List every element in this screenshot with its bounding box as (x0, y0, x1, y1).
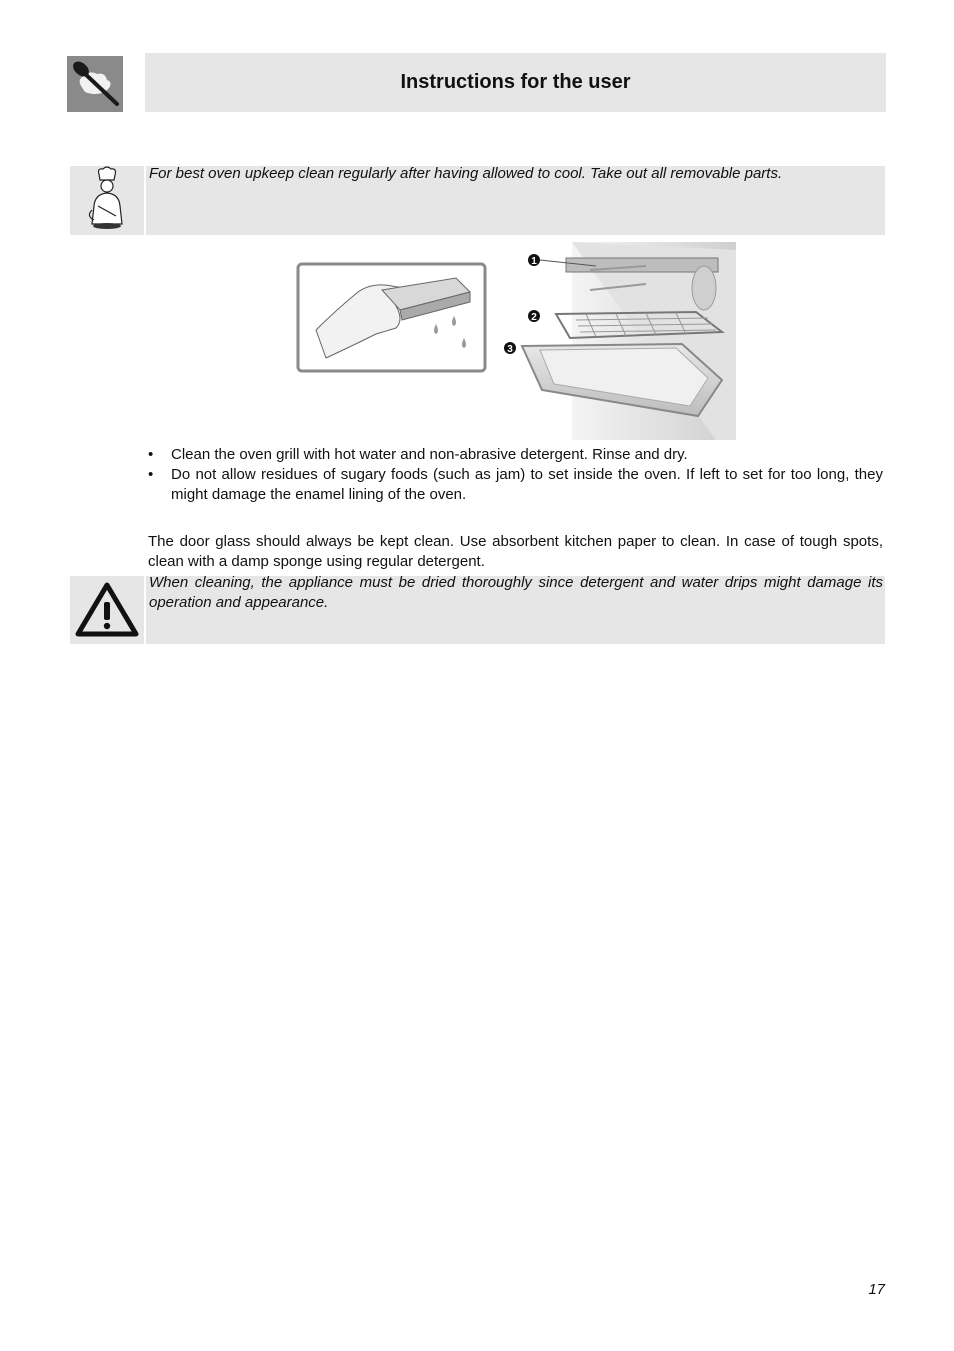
hand-wiping-sponge-icon (298, 264, 485, 371)
page-title: Instructions for the user (400, 71, 631, 93)
cleaning-figure (296, 240, 738, 442)
svg-text:2: 2 (531, 312, 537, 323)
list-item (148, 445, 883, 465)
oven-interior-icon (522, 242, 736, 440)
bullet-text: Do not allow residues of sugary foods (such as jam) to set inside the oven. If left to set for too long, they might damage the enamel lining of the oven. (171, 466, 883, 503)
warning-icon-cell (70, 576, 146, 644)
header-bar (145, 53, 886, 112)
cleaning-illustration (296, 240, 738, 442)
svg-text:1: 1 (531, 256, 537, 267)
cleaning-bullets (148, 445, 883, 505)
warning-box (70, 576, 885, 644)
tip-text: For best oven upkeep clean regularly after having allowed to cool. Take out all removable parts. (149, 165, 783, 182)
bullet-text: Clean the oven grill with hot water and non-abrasive detergent. Rinse and dry. (171, 446, 688, 463)
warning-triangle-icon (70, 576, 144, 644)
callout-3 (504, 342, 516, 355)
bullet-glyph: • (148, 446, 154, 463)
warning-text: When cleaning, the appliance must be dried thoroughly since detergent and water drips might damage its operation and appearance. (149, 574, 883, 611)
svg-text:3: 3 (507, 344, 513, 355)
chef-icon (70, 166, 144, 235)
list-item (148, 465, 883, 505)
tip-box (70, 166, 885, 235)
header-logo (67, 56, 123, 112)
door-glass-paragraph: The door glass should always be kept clean. Use absorbent kitchen paper to clean. In case of tough spots, clean with a damp sponge using regular detergent. (148, 533, 883, 570)
callout-2 (528, 310, 540, 323)
bullet-glyph: • (148, 466, 154, 483)
page-number: 17 (868, 1281, 885, 1298)
spoon-chef-hat-icon (67, 56, 123, 112)
tip-icon-cell (70, 166, 146, 235)
